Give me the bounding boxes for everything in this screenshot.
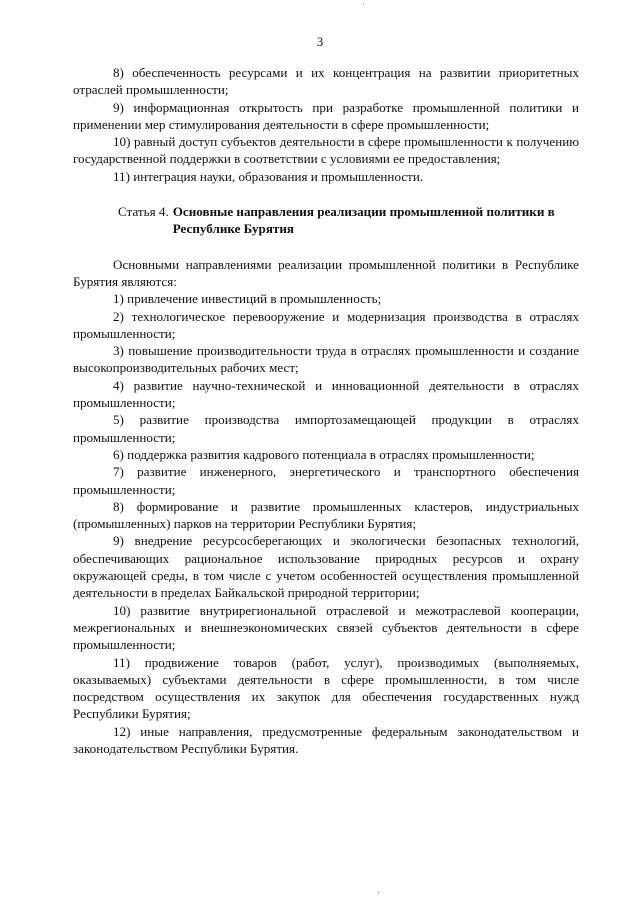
article-heading xyxy=(73,203,579,238)
scan-mark-top: ˙ xyxy=(362,2,365,12)
scan-mark-bottom: ' xyxy=(378,890,380,900)
list-item: 6) поддержка развития кадрового потенциала в отраслях промышленности; xyxy=(113,446,535,462)
list-item: 10) развитие внутрирегиональной отраслевой и межотраслевой кооперации, межрегиональных и внешнеэкономических связей субъектов деятельности в сфере промышленности; xyxy=(73,602,579,653)
page-number: 3 xyxy=(316,34,324,49)
article-label: Статья 4. xyxy=(118,204,169,220)
list-item: 8) формирование и развитие промышленных кластеров, индустриальных (промышленных) парков на территории Республики Бурятия; xyxy=(73,498,579,532)
paragraph: Основными направлениями реализации промышленной политики в Республике Бурятия являются: xyxy=(73,256,579,289)
list-item: 1) привлечение инвестиций в промышленность; xyxy=(113,291,382,307)
list-item: 11) продвижение товаров (работ, услуг), производимых (выполняемых, оказываемых) субъектами деятельности в сфере промышленности, в том числе посредством осуществления их закупок для обеспечения государственных нужд Республики Бурятия; xyxy=(73,654,579,722)
paragraph: 8) обеспеченность ресурсами и их концентрация на развитии приоритетных отраслей промышленности; xyxy=(73,65,579,98)
list-item: 12) иные направления, предусмотренные федеральным законодательством и законодательством Республики Бурятия. xyxy=(73,723,579,756)
list-item: 7) развитие инженерного, энергетического и транспортного обеспечения промышленности; xyxy=(73,464,579,497)
list-item: 5) развитие производства импортозамещающей продукции в отраслях промышленности; xyxy=(73,412,579,445)
paragraph: 10) равный доступ субъектов деятельности в сфере промышленности к получению государственной поддержки в соответствии с условиями ее предоставления; xyxy=(73,134,579,167)
article-title: Основные направления реализации промышленной политики в Республике Бурятия xyxy=(172,204,555,237)
paragraph: 11) интеграция науки, образования и промышленности. xyxy=(113,168,424,184)
body-text xyxy=(73,64,579,757)
list-item: 3) повышение производительности труда в отраслях промышленности и создание высокопроизводительных рабочих мест; xyxy=(73,343,579,376)
list-item: 9) внедрение ресурсосберегающих и экологически безопасных технологий, обеспечивающих рациональное использование природных ресурсов и охрану окружающей среды, в том числе с учетом особенностей осуществления промышленной деятельности в пределах Байкальской природной территории; xyxy=(73,533,579,601)
paragraph: 9) информационная открытость при разработке промышленной политики и применении мер стимулирования деятельности в сфере промышленности; xyxy=(73,99,579,132)
list-item: 4) развитие научно-технической и инновационной деятельности в отраслях промышленности; xyxy=(73,377,579,411)
list-item: 2) технологическое перевооружение и модернизация производства в отраслях промышленности; xyxy=(73,308,579,341)
